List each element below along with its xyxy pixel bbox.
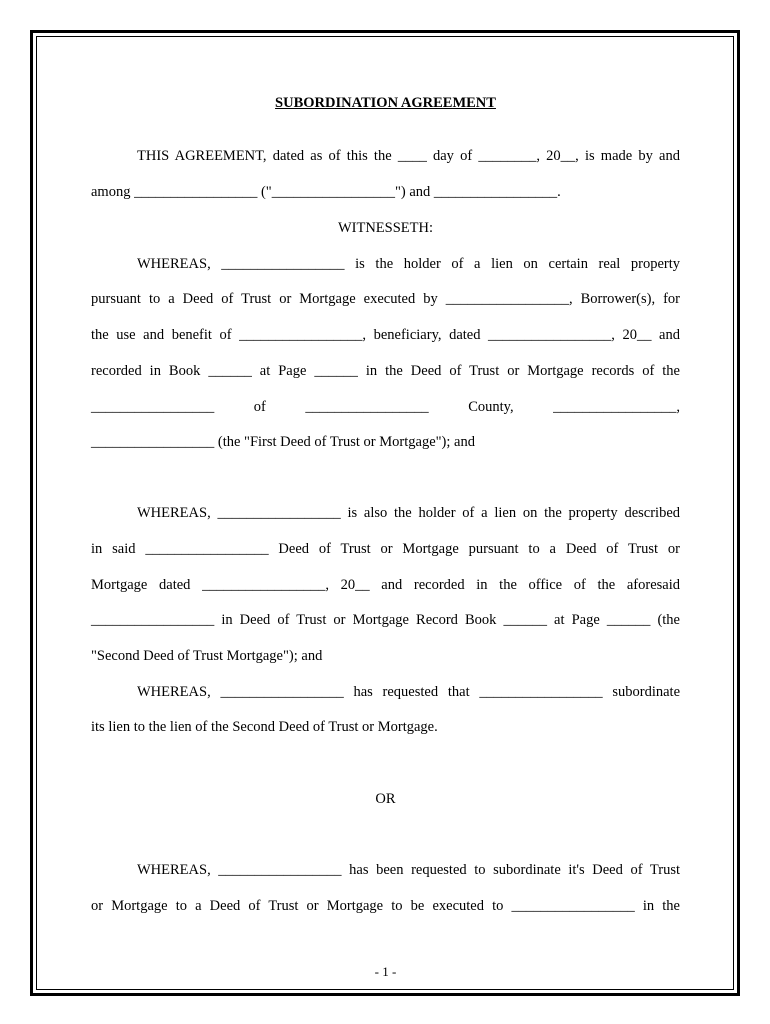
whereas-2-line-5: "Second Deed of Trust Mortgage"); and <box>91 648 323 664</box>
whereas-1-line-6: _________________ (the "First Deed of Trust or Mortgage"); and <box>91 434 475 450</box>
whereas-4-line-2: or Mortgage to a Deed of Trust or Mortgage to be executed to _________________ in the <box>91 898 680 914</box>
page-number: - 1 - <box>374 964 397 979</box>
whereas-2-line-1: WHEREAS, _________________ is also the holder of a lien on the property described <box>137 505 680 521</box>
agreement-line-1: THIS AGREEMENT, dated as of this the ____ day of ________, 20__, is made by and <box>137 148 680 164</box>
agreement-line-2: among _________________ ("_________________") and _________________. <box>91 184 561 200</box>
witnesseth-heading: WITNESSETH: <box>337 220 434 236</box>
whereas-1-line-1: WHEREAS, _________________ is the holder of a lien on certain real property <box>137 256 680 272</box>
whereas-2-line-2: in said _________________ Deed of Trust or Mortgage pursuant to a Deed of Trust or <box>91 541 680 557</box>
or-separator: OR <box>375 791 396 807</box>
whereas-2-line-4: _________________ in Deed of Trust or Mortgage Record Book ______ at Page ______ (the <box>91 612 680 628</box>
whereas-2-line-3: Mortgage dated _________________, 20__ and recorded in the office of the aforesaid <box>91 577 680 593</box>
whereas-1-line-5: _________________ of _________________ County, _________________, <box>91 399 680 415</box>
whereas-3-line-1: WHEREAS, _________________ has requested that _________________ subordinate <box>137 684 680 700</box>
document-title: SUBORDINATION AGREEMENT <box>275 95 496 111</box>
whereas-1-line-2: pursuant to a Deed of Trust or Mortgage executed by _________________, Borrower(s), for <box>91 291 680 307</box>
whereas-1-line-3: the use and benefit of _________________, beneficiary, dated _________________, 20__ and <box>91 327 680 343</box>
whereas-3-line-2: its lien to the lien of the Second Deed of Trust or Mortgage. <box>91 719 438 735</box>
whereas-4-line-1: WHEREAS, _________________ has been requested to subordinate it's Deed of Trust <box>137 862 680 878</box>
whereas-1-line-4: recorded in Book ______ at Page ______ in the Deed of Trust or Mortgage records of the <box>91 363 680 379</box>
